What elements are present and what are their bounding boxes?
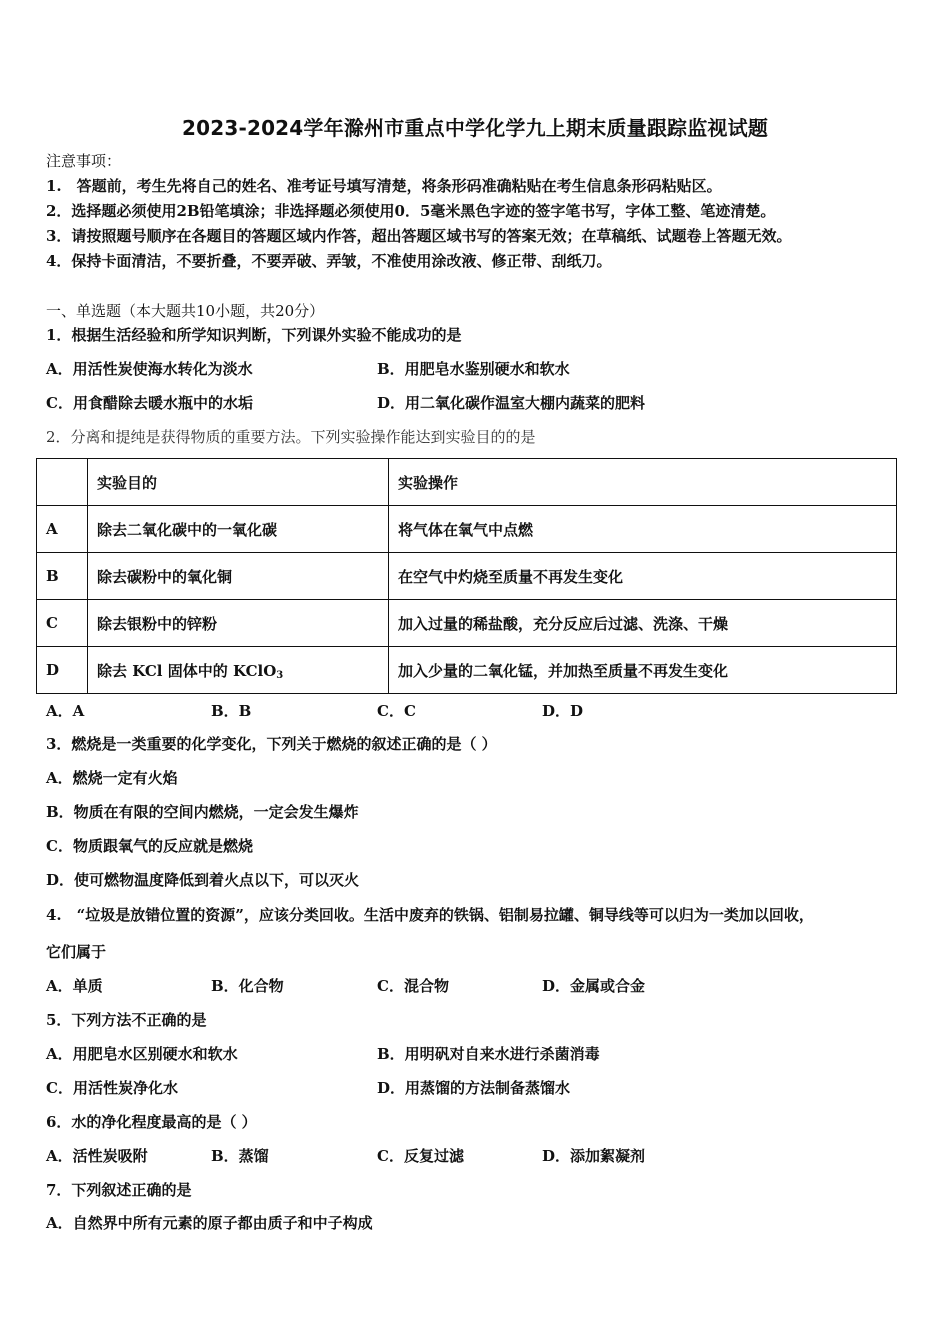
question-3-option-b: B．物质在有限的空间内燃烧，一定会发生爆炸	[46, 803, 359, 821]
question-5-option-d: D．用蒸馏的方法制备蒸馏水	[377, 1079, 571, 1097]
question-1-stem: 1．根据生活经验和所学知识判断，下列课外实验不能成功的是	[46, 326, 462, 344]
row-purpose: 除去银粉中的锌粉	[88, 600, 389, 647]
row-purpose: 除去二氧化碳中的一氧化碳	[88, 506, 389, 553]
question-4-option-b: B．化合物	[211, 977, 284, 995]
notice-heading: 注意事项：	[46, 152, 122, 170]
table-header-row	[37, 459, 897, 506]
question-3-option-d: D．使可燃物温度降低到着火点以下，可以灭火	[46, 871, 360, 889]
row-operation: 将气体在氧气中点燃	[389, 506, 897, 553]
question-7-stem: 7．下列叙述正确的是	[46, 1181, 192, 1199]
row-label: B	[37, 553, 88, 600]
question-3-option-a: A．燃烧一定有火焰	[46, 769, 178, 787]
table-header-cell: 实验目的	[88, 459, 389, 506]
table-row	[37, 647, 897, 694]
question-4-option-d: D．金属或合金	[542, 977, 646, 995]
question-3-stem: 3．燃烧是一类重要的化学变化，下列关于燃烧的叙述正确的是（ ）	[46, 735, 497, 753]
table-row	[37, 553, 897, 600]
question-2-option-b: B．B	[211, 702, 252, 720]
page-title: 2023-2024学年滁州市重点中学化学九上期末质量跟踪监视试题	[181, 116, 769, 140]
notice-item-1: 1. 答题前，考生先将自己的姓名、准考证号填写清楚，将条形码准确粘贴在考生信息条形码粘贴区。	[46, 177, 722, 195]
row-label: A	[37, 506, 88, 553]
row-operation: 加入过量的稀盐酸，充分反应后过滤、洗涤、干燥	[389, 600, 897, 647]
table-row	[37, 600, 897, 647]
question-5-option-b: B．用明矾对自来水进行杀菌消毒	[377, 1045, 600, 1063]
notice-item-4: 4．保持卡面清洁，不要折叠，不要弄破、弄皱，不准使用涂改液、修正带、刮纸刀。	[46, 252, 612, 270]
question-6-option-c: C．反复过滤	[377, 1147, 464, 1165]
question-7-option-a: A．自然界中所有元素的原子都由质子和中子构成	[46, 1214, 373, 1232]
question-4-stem-continued: 它们属于	[46, 943, 107, 961]
notice-item-2: 2．选择题必须使用2B铅笔填涂；非选择题必须使用0．5毫米黑色字迹的签字笔书写，字体工整、笔迹清楚。	[46, 202, 776, 220]
question-6-option-a: A．活性炭吸附	[46, 1147, 148, 1165]
question-2-option-c: C．C	[377, 702, 416, 720]
question-1-option-d: D．用二氧化碳作温室大棚内蔬菜的肥料	[377, 394, 646, 412]
question-4-option-a: A．单质	[46, 977, 103, 995]
row-purpose-text: 除去 KCl 固体中的 KClO	[97, 661, 277, 680]
row-purpose: 除去碳粉中的氧化铜	[88, 553, 389, 600]
row-label: D	[37, 647, 88, 694]
question-5-option-a: A．用肥皂水区别硬水和软水	[46, 1045, 238, 1063]
subscript: 3	[276, 669, 284, 681]
question-5-option-c: C．用活性炭净化水	[46, 1079, 178, 1097]
question-1-option-a: A．用活性炭使海水转化为淡水	[46, 360, 253, 378]
row-purpose	[88, 647, 389, 694]
question-2-stem: 2．分离和提纯是获得物质的重要方法。下列实验操作能达到实验目的的是	[46, 428, 536, 446]
section-heading: 一、单选题（本大题共10小题，共20分）	[46, 302, 325, 320]
question-1-option-b: B．用肥皂水鉴别硬水和软水	[377, 360, 570, 378]
question-6-option-d: D．添加絮凝剂	[542, 1147, 646, 1165]
question-6-stem: 6．水的净化程度最高的是（ ）	[46, 1113, 257, 1131]
question-4-stem: 4. “垃圾是放错位置的资源”，应该分类回收。生活中废弃的铁锅、铝制易拉罐、铜导线等可以归为一类加以回收，	[46, 906, 814, 924]
row-operation: 在空气中灼烧至质量不再发生变化	[389, 553, 897, 600]
question-4-option-c: C．混合物	[377, 977, 449, 995]
experiment-table	[36, 458, 897, 694]
table-header-cell: 实验操作	[389, 459, 897, 506]
row-label: C	[37, 600, 88, 647]
question-5-stem: 5．下列方法不正确的是	[46, 1011, 207, 1029]
row-operation: 加入少量的二氧化锰，并加热至质量不再发生变化	[389, 647, 897, 694]
table-row	[37, 506, 897, 553]
question-1-option-c: C．用食醋除去暖水瓶中的水垢	[46, 394, 253, 412]
question-3-option-c: C．物质跟氧气的反应就是燃烧	[46, 837, 253, 855]
table-header-cell	[37, 459, 88, 506]
question-2-option-d: D．D	[542, 702, 584, 720]
question-2-option-a: A．A	[46, 702, 85, 720]
question-6-option-b: B．蒸馏	[211, 1147, 269, 1165]
notice-item-3: 3．请按照题号顺序在各题目的答题区域内作答，超出答题区域书写的答案无效；在草稿纸、试题卷上答题无效。	[46, 227, 792, 245]
